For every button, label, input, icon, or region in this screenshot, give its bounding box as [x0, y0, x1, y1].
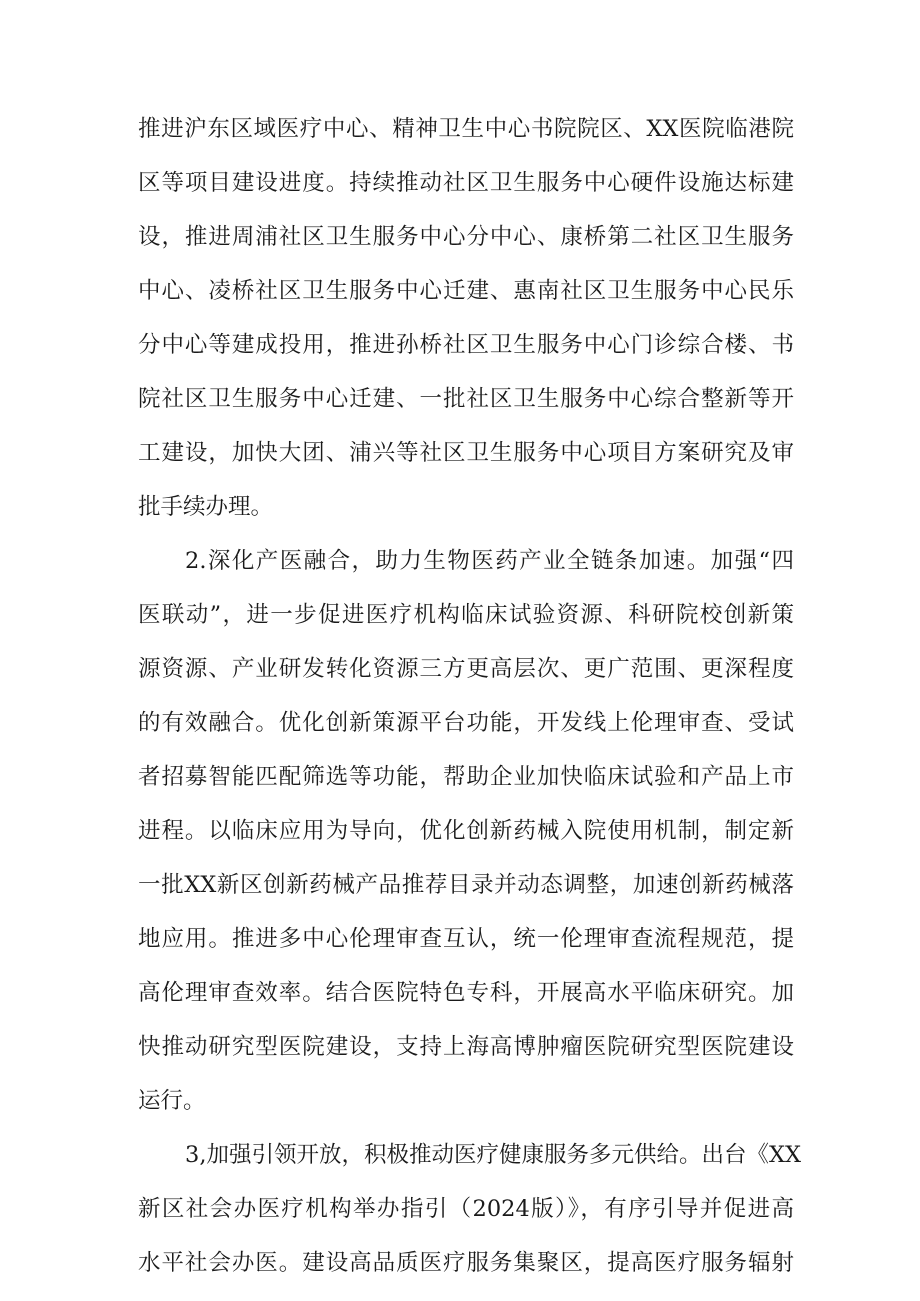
paragraph-2-first-line: 2.深化产医融合，助力生物医药产业全链条加速。加强“四: [185, 548, 794, 574]
text-line: 的有效融合。优化创新策源平台功能，开发线上伦理审查、受试: [138, 710, 794, 736]
text-line: 工建设，加快大团、浦兴等社区卫生服务中心项目方案研究及审: [138, 440, 794, 466]
text-line: 推进沪东区域医疗中心、精神卫生中心书院院区、XX医院临港院: [138, 116, 794, 142]
paragraph-3-first-line: 3,加强引领开放，积极推动医疗健康服务多元供给。出台《XX: [185, 1142, 802, 1168]
text-line: 区等项目建设进度。持续推动社区卫生服务中心硬件设施达标建: [138, 170, 794, 196]
text-line: 运行。: [138, 1088, 206, 1114]
text-line: 快推动研究型医院建设，支持上海高博肿瘤医院研究型医院建设: [138, 1034, 794, 1060]
text-line: 一批XX新区创新药械产品推荐目录并动态调整，加速创新药械落: [138, 872, 794, 898]
text-line: 设，推进周浦社区卫生服务中心分中心、康桥第二社区卫生服务: [138, 224, 794, 250]
text-line: 地应用。推进多中心伦理审查互认，统一伦理审查流程规范，提: [138, 926, 794, 952]
text-line: 者招募智能匹配筛选等功能，帮助企业加快临床试验和产品上市: [138, 764, 794, 790]
text-line: 水平社会办医。建设高品质医疗服务集聚区，提高医疗服务辐射: [138, 1250, 794, 1276]
text-line: 分中心等建成投用，推进孙桥社区卫生服务中心门诊综合楼、书: [138, 332, 794, 358]
text-line: 新区社会办医疗机构举办指引（2024版）》，有序引导并促进高: [138, 1196, 794, 1222]
text-line: 批手续办理。: [138, 494, 274, 520]
text-line: 医联动”，进一步促进医疗机构临床试验资源、科研院校创新策: [138, 602, 794, 628]
text-line: 院社区卫生服务中心迁建、一批社区卫生服务中心综合整新等开: [138, 386, 794, 412]
text-line: 源资源、产业研发转化资源三方更高层次、更广范围、更深程度: [138, 656, 794, 682]
text-line: 进程。以临床应用为导向，优化创新药械入院使用机制，制定新: [138, 818, 794, 844]
text-line: 中心、凌桥社区卫生服务中心迁建、惠南社区卫生服务中心民乐: [138, 278, 794, 304]
text-line: 高伦理审查效率。结合医院特色专科，开展高水平临床研究。加: [138, 980, 794, 1006]
